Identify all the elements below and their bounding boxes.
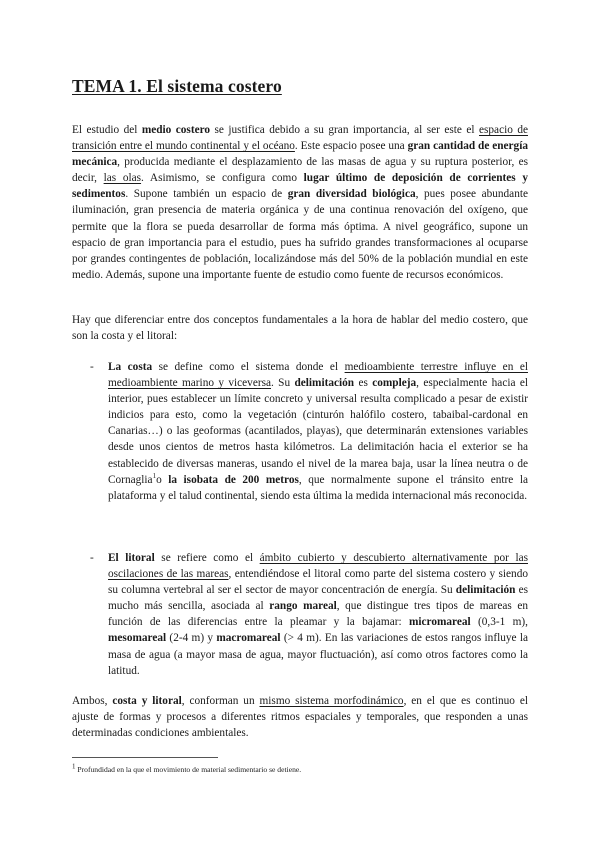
text-run: es mucho más sencilla, asociada al	[108, 584, 528, 613]
text-run: (2-4 m) y	[166, 632, 217, 645]
text-run: es	[354, 377, 373, 390]
text-run: . Asimismo, se configura como	[141, 172, 304, 185]
text-run: (0,3-1 m),	[470, 616, 528, 629]
underlined-phrase: mismo sistema morfodinámico	[259, 695, 404, 707]
footnote-divider	[72, 757, 218, 758]
bold-term: micromareal	[408, 616, 471, 629]
text-run: Ambos,	[72, 695, 113, 707]
bold-term: delimitación	[455, 584, 516, 597]
text-run: . Su	[271, 377, 295, 390]
text-run: , que distingue tres tipos de mareas en función de las diferencias entre la pleamar y la bajamar:	[108, 600, 528, 629]
bold-term: gran cantidad de energía mecánica	[72, 140, 528, 169]
underlined-phrase: ámbito cubierto y descubierto alternativamente por las oscilaciones de las mareas	[108, 552, 528, 581]
text-run: (> 4 m). En las variaciones de estos rangos influye la masa de agua (a mayor masa de agua, mayor fluctuación), así como otros factores como la latitud.	[108, 632, 528, 677]
intro-paragraph	[72, 122, 528, 283]
bold-term: macromareal	[216, 632, 281, 645]
list-item-costa	[90, 359, 528, 504]
footnote	[72, 762, 302, 775]
text-run: , especialmente hacia el interior, pues establecer un límite concreto y universal resulta complicado a pesar de existir indicios para esto, como la vegetación (cinturón halófilo costero, tabaibal-cardonal en Canarias…) o las geoformas (acantilados, playas), que determinarán extensiones variables desde unos cientos de metros hasta kilómetros. La delimitación hacia el exterior se ha establecido de diversas maneras, usando el nivel de la marea baja, usar la línea neutra o de Cornaglia	[108, 377, 528, 486]
underlined-phrase: medioambiente terrestre influye en el medioambiente marino y viceversa	[108, 361, 528, 390]
bold-term: costa y litoral	[112, 695, 182, 707]
text-run: o	[156, 473, 169, 486]
bold-term: rango mareal	[269, 600, 337, 613]
footnote-ref: 1	[152, 471, 157, 480]
bold-term: la isobata de 200 metros	[168, 473, 299, 486]
text-run: . Este espacio posee una	[294, 140, 408, 153]
bold-term: La costa	[108, 361, 153, 373]
text-run: se define como el sistema donde el	[152, 361, 345, 373]
bullet-marker: -	[90, 552, 94, 564]
bullet-marker: -	[90, 361, 94, 373]
text-run: El estudio del	[72, 124, 142, 136]
concepts-paragraph: Hay que diferenciar entre dos conceptos fundamentales a la hora de hablar del medio costero, que son la costa y el litoral:	[72, 314, 528, 343]
bold-term: mesomareal	[108, 632, 167, 645]
bold-term: delimitación	[294, 377, 355, 390]
bold-term: lugar último de deposición de corrientes y sedimentos	[72, 172, 528, 201]
text-run: , producida mediante el desplazamiento de las masas de agua y su ruptura posterior, es decir,	[72, 156, 528, 185]
text-run: se justifica debido a su gran importancia, al ser este el	[210, 124, 479, 136]
footnote-number: 1	[72, 762, 76, 771]
text-run: . Supone también un espacio de	[125, 188, 288, 201]
text-run: se refiere como el	[154, 552, 260, 564]
bold-term: medio costero	[141, 124, 211, 136]
text-run: , conforman un	[181, 695, 260, 707]
bold-term: gran diversidad biológica	[287, 188, 416, 201]
list-item-litoral	[90, 550, 528, 679]
text-run: , pues posee abundante iluminación, gran presencia de materia orgánica y de una continua renovación del oxígeno, que permite que la flora se pueda desarrollar de forma más óptima. A nivel geográfico, supone un espacio de gran importancia para el estudio, pues ha sufrido grandes transformaciones al ocuparse por grandes contingentes de población, localizándose más del 50% de la población mundial en este medio. Además, supone una importante fuente de estudio como fuente de recursos económicos.	[72, 188, 528, 281]
text-run: , entendiéndose el litoral como parte del sistema costero y siendo su columna vertebral al ser el sector de mayor concentración de energía. Su	[108, 568, 528, 597]
footnote-text: Profundidad en la que el movimiento de material sedimentario se detiene.	[75, 765, 302, 774]
underlined-phrase: espacio de transición entre el mundo continental y el océano	[72, 124, 528, 153]
list-item-text	[108, 359, 528, 504]
list-item-text	[108, 550, 528, 679]
page-title: TEMA 1. El sistema costero	[72, 76, 282, 96]
bold-term: compleja	[372, 377, 417, 390]
conclusion-paragraph	[72, 693, 528, 741]
text-run: , que normalmente supone el tránsito entre la plataforma y el talud continental, siendo esta última la medida internacional más reconocida.	[108, 473, 528, 502]
underlined-phrase: las olas	[103, 172, 142, 185]
bold-term: El litoral	[108, 552, 155, 564]
text-run: , en el que es continuo el ajuste de formas y procesos a diferentes ritmos espaciales y temporales, que responden a unas determinadas condiciones ambientales.	[72, 695, 528, 740]
